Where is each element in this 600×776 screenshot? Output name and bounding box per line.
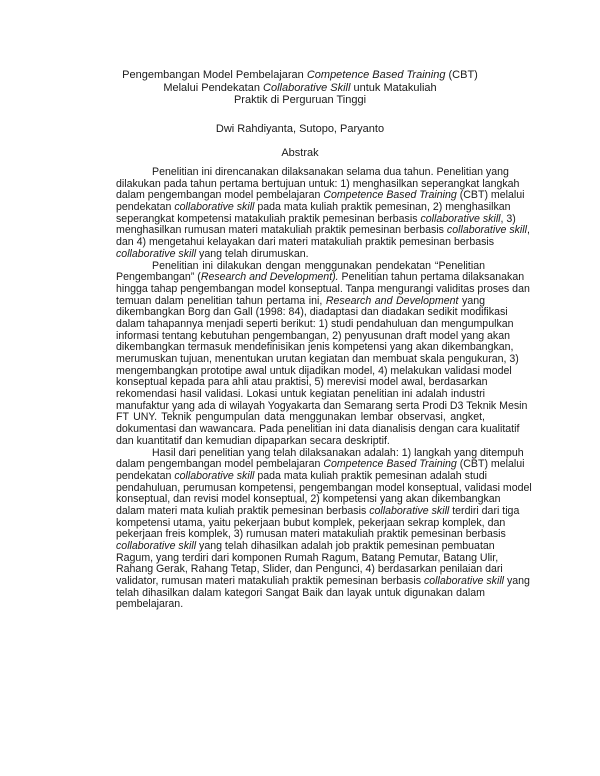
italic-text: Collaborative Skill [263,81,351,94]
italic-text: collaborative skill [174,201,255,214]
paper-title [80,69,520,107]
text-segment: yang [458,294,485,307]
text-segment: pembelajaran. [116,598,184,611]
text-segment: dokumentasi dan wawancara. Pada penelitian ini data dianalisis dengan cara kualitatif [116,423,520,436]
abstract-heading: Abstrak [281,147,319,159]
italic-text: Research and Development). [200,271,339,284]
text-segment: FT UNY. Teknik pengumpulan data menggunakan lembar observasi, angket, [116,411,485,424]
text-segment: untuk Matakuliah [350,81,437,94]
italic-text: collaborative skill [446,224,527,237]
text-segment: pendahuluan, perumusan kompetensi, pengembangan model konseptual, validasi model [116,481,532,494]
author-list: Dwi Rahdiyanta, Sutopo, Paryanto [215,123,385,135]
text-segment: pada mata kuliah praktik pemesinan, 2) menghasilkan [254,201,511,214]
text-segment: temuan dalam penelitian tahun pertama ini, [116,294,326,307]
text-segment: Rahang Gerak, Rahang Tetap, Slider, dan Pengunci, 4) berdasarkan penilaian dari [116,563,503,576]
text-segment: pada mata kuliah praktik pemesinan adalah studi [254,469,488,482]
italic-text: collaborative skill [369,504,450,517]
italic-text: collaborative skill [116,247,197,260]
text-segment: dalam tahapannya menjadi seperti berikut: 1) studi pendahuluan dan mengumpulkan [116,317,514,330]
text-segment: Penelitian tahun pertama dilaksanakan [338,271,525,284]
text-segment: yang telah dihasilkan adalah job praktik pemesinan pembuatan [196,540,495,552]
italic-text: Competence Based Training [323,458,457,471]
text-segment: dan kuantitatif dan kemudian dipaparkan secara deskriptif. [116,434,390,447]
title-line-2 [80,82,520,95]
italic-text: Competence Based Training [306,69,446,81]
text-segment: Penelitian ini dilakukan dengan menggunakan pendekatan “Penelitian [152,259,485,272]
text-segment: yang telah dirumuskan. [196,247,309,260]
italic-text: Competence Based Training [323,189,457,202]
text-segment: dalam pengembangan model pembelajaran [116,189,324,202]
text-segment: terdiri dari tiga [449,504,520,517]
italic-text: Research and Development [325,294,459,307]
text-segment: , [527,224,530,237]
text-segment: manufaktur yang ada di wilayah Yogyakarta dan Semarang serta Prodi D3 Teknik Mesin [116,399,528,412]
text-segment: telah dihasilkan dalam kategori Sangat Baik dan layak untuk digunakan dalam [116,586,485,599]
italic-text: collaborative skill [174,469,255,482]
text-segment: mengembangkan prototipe awal untuk dijadikan model, 4) melakukan validasi model [116,364,512,377]
text-segment: informasi tentang kebutuhan pengembangan, 2) penyusunan draft model yang akan [116,329,511,342]
text-segment: Penelitian ini direncanakan dilaksanakan selama dua tahun. Penelitian yang [152,166,509,178]
text-segment: menghasilkan rumusan materi matakuliah praktik pemesinan berbasis [116,224,447,237]
text-segment: dikembangkan termasuk mendefinisikan jenis kompetensi yang akan dikembangkan, [116,341,514,354]
text-segment: Melalui Pendekatan [163,81,264,94]
text-segment: merumuskan tujuan, menentukan urutan kegiatan dan membuat skala pengukuran, 3) [116,353,519,365]
text-segment: (CBT) melalui [456,458,525,471]
text-segment: yang [504,575,530,588]
text-segment: rekomendasi hasil validasi. Lokasi untuk kegiatan penelitian ini adalah industri [116,388,485,401]
text-segment: (CBT) [445,69,478,81]
text-segment: pendekatan [116,469,175,482]
italic-text: collaborative skill [116,540,197,552]
text-segment: dikembangkan Borg dan Gall (1998: 84), diadaptasi dan diadakan sedikit modifikasi [116,306,508,319]
text-segment: konseptual kepada para ahli atau praktisi, 5) merevisi model awal, berdasarkan [116,376,488,389]
title-line-1 [80,69,520,82]
text-segment: konseptual, dan revisi model konseptual, 2) kompetensi yang akan dikembangkan [116,493,501,506]
italic-text: collaborative skill [423,575,505,588]
text-segment: hingga tahap pengembangan model konseptual. Tanpa mengurangi validitas proses dan [116,282,530,295]
text-segment: validator, rumusan materi matakuliah praktik pemesinan berbasis [116,575,424,588]
text-segment: Praktik di Perguruan Tinggi [233,94,367,106]
text-segment: Pengembangan Model Pembelajaran [122,69,307,81]
text-segment: pekerjaan freis komplek, 3) rumusan materi matakuliah praktik pemesinan berbasis [116,528,506,541]
text-segment: (CBT) melalui [456,189,525,202]
text-segment: Ragum, yang terdiri dari komponen Rumah Ragum, Batang Pemutar, Batang Ulir, [116,551,499,564]
text-segment: pendekatan [116,201,175,214]
text-segment: Hasil dari penelitian yang telah dilaksanakan adalah: 1) langkah yang ditempuh [152,446,524,459]
text-segment: , 3) [500,212,516,225]
title-line-3 [80,94,520,107]
text-segment: Pengembangan” ( [116,271,201,284]
abstract-line [116,599,485,611]
text-segment: dilakukan pada tahun pertama bertujuan untuk: 1) menghasilkan seperangkat langkah [116,177,520,190]
text-segment: dalam materi mata kuliah praktik pemesinan berbasis [116,504,370,517]
text-segment: dalam pengembangan model pembelajaran [116,458,324,471]
text-segment: kompetensi utama, yaitu pekerjaan bubut komplek, pekerjaan sekrap komplek, dan [116,516,506,529]
text-segment: seperangkat kompetensi matakuliah praktik pemesinan berbasis [116,212,421,225]
italic-text: collaborative skill [420,212,501,225]
abstract-body [116,166,532,611]
text-segment: dan 4) mengetahui kelayakan dari materi matakuliah praktik pemesinan berbasis [116,236,495,249]
